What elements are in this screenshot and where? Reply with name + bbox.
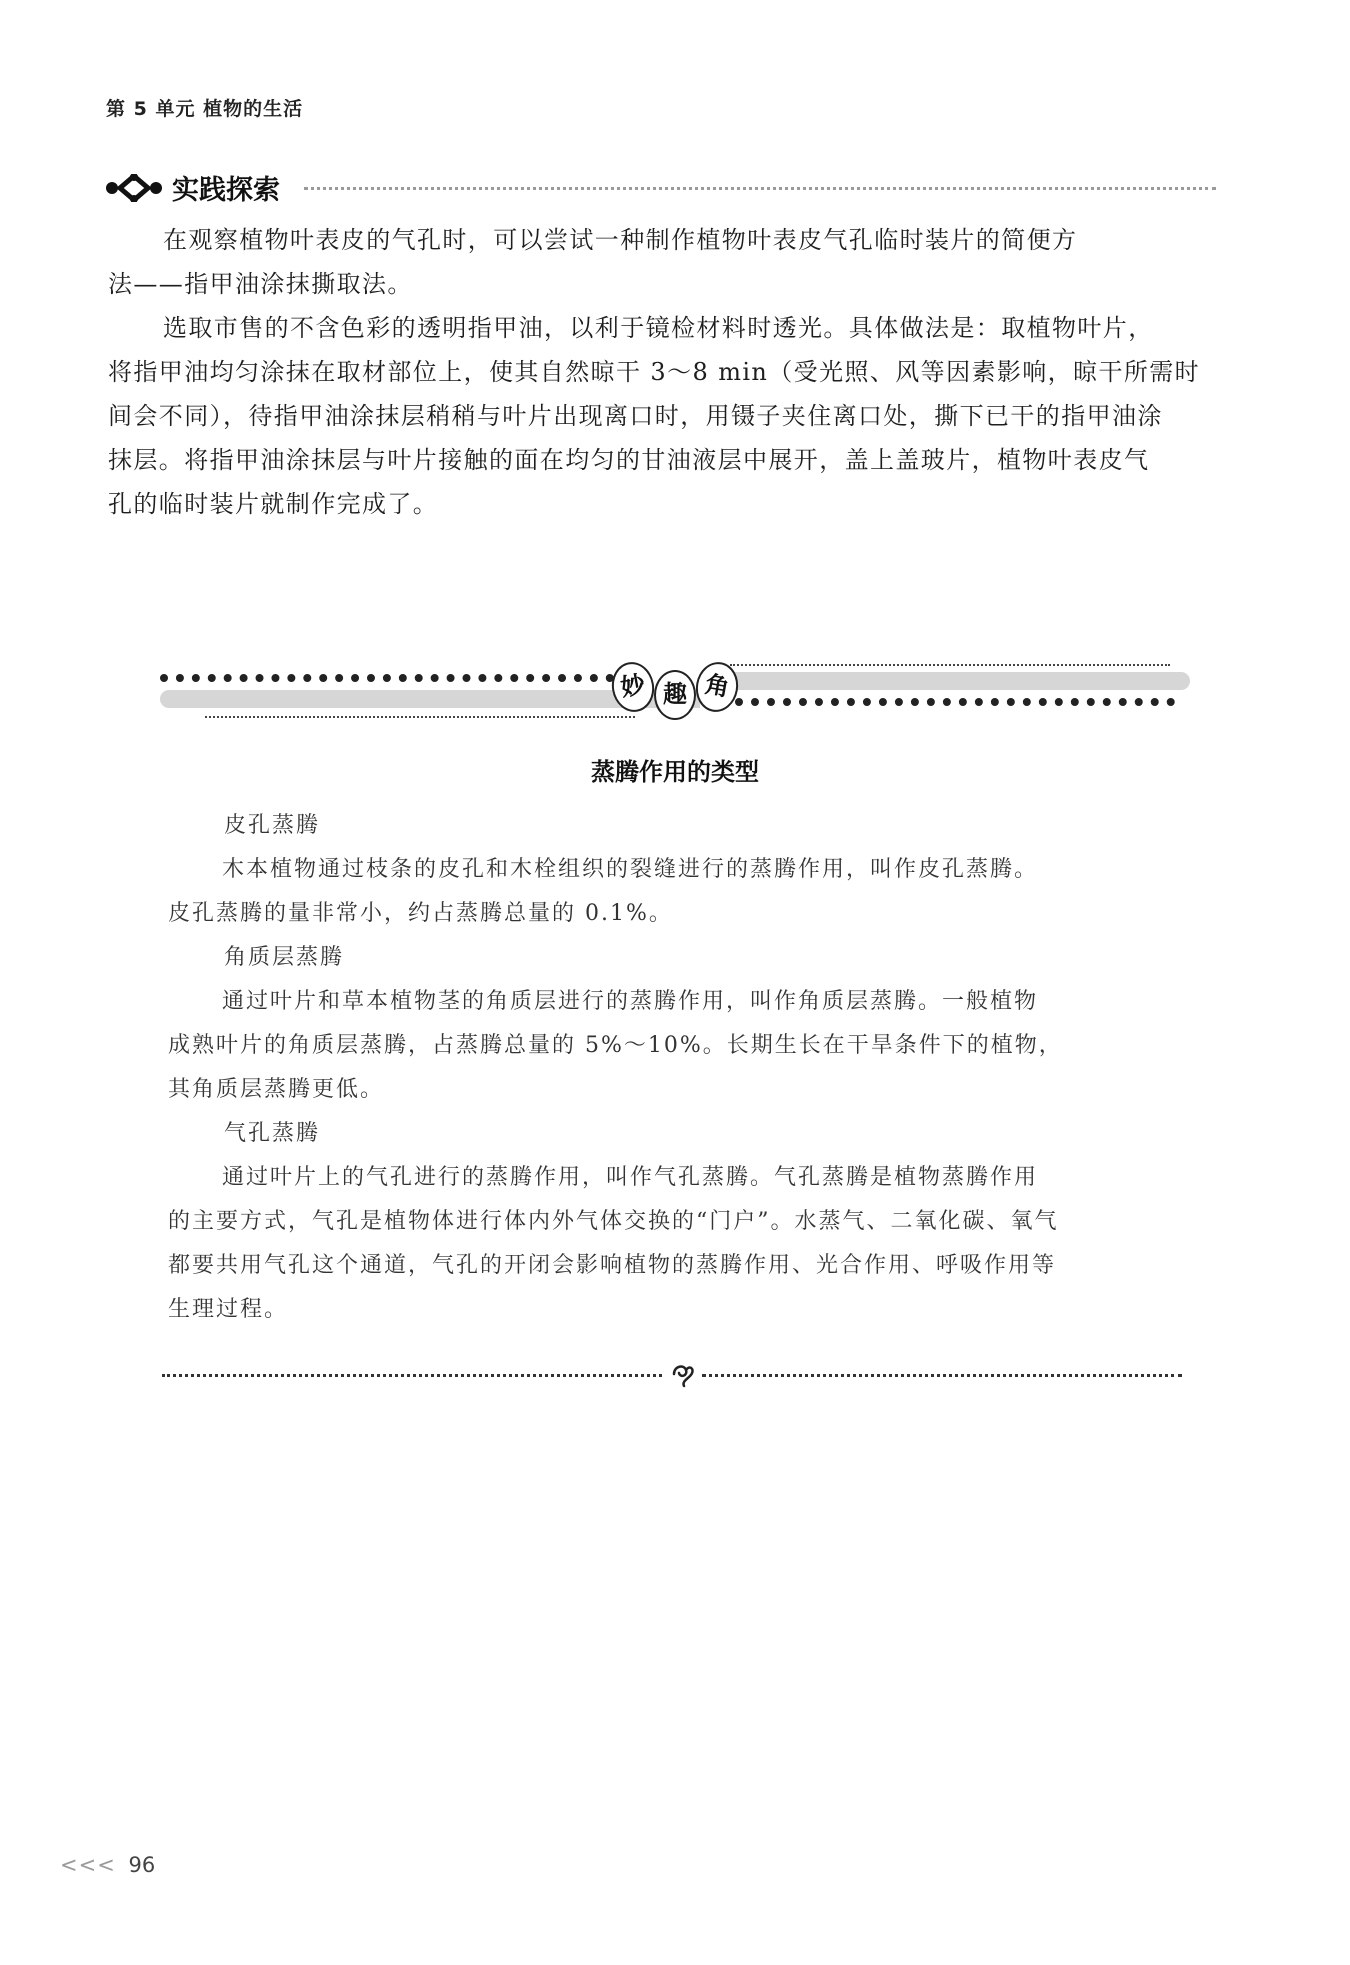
transpiration-section-cuticle bbox=[168, 936, 1176, 1112]
subsection-title: 皮孔蒸腾 bbox=[224, 813, 321, 838]
text-line: 都要共用气孔这个通道，气孔的开闭会影响植物的蒸腾作用、光合作用、呼吸作用等 bbox=[168, 1253, 1057, 1278]
text-line: 间会不同），待指甲油涂抹层稍稍与叶片出现离口时，用镊子夹住离口处，撕下已干的指甲油涂 bbox=[108, 402, 1163, 430]
banner-band-right bbox=[730, 672, 1190, 690]
banner-thin-dots-top bbox=[730, 664, 1170, 666]
badge-char: 妙 bbox=[608, 659, 658, 716]
fun-corner-bottom-rule bbox=[162, 1360, 1182, 1390]
banner-dots-right bbox=[735, 698, 1175, 706]
banner-dots-left bbox=[160, 674, 630, 682]
practice-paragraph-1 bbox=[108, 218, 1226, 306]
text-line: 孔的临时装片就制作完成了。 bbox=[108, 490, 439, 518]
text-line: 的主要方式，气孔是植物体进行体内外气体交换的“门户”。水蒸气、二氧化碳、氧气 bbox=[168, 1209, 1059, 1234]
dotted-rule bbox=[304, 187, 1216, 190]
page-number: 96 bbox=[128, 1853, 156, 1877]
badge-char: 角 bbox=[692, 659, 742, 716]
fun-corner-title: 蒸腾作用的类型 bbox=[591, 758, 759, 786]
text-line: 法——指甲油涂抹撕取法。 bbox=[108, 270, 413, 298]
text-line: 其角质层蒸腾更低。 bbox=[168, 1077, 385, 1102]
text-line: 通过叶片和草本植物茎的角质层进行的蒸腾作用，叫作角质层蒸腾。一般植物 bbox=[222, 989, 1039, 1014]
subsection-title: 角质层蒸腾 bbox=[224, 945, 345, 970]
text-line: 抹层。将指甲油涂抹层与叶片接触的面在均匀的甘油液层中展开，盖上盖玻片，植物叶表皮气 bbox=[108, 446, 1150, 474]
transpiration-section-stomata bbox=[168, 1112, 1176, 1332]
fun-corner-banner bbox=[150, 660, 1200, 720]
unit-header: 第 5 单元 植物的生活 bbox=[106, 98, 304, 120]
curl-ornament-icon bbox=[668, 1358, 698, 1388]
text-line: 通过叶片上的气孔进行的蒸腾作用，叫作气孔蒸腾。气孔蒸腾是植物蒸腾作用 bbox=[222, 1165, 1039, 1190]
banner-thin-dots-bottom bbox=[205, 716, 635, 718]
text-line: 生理过程。 bbox=[168, 1297, 289, 1322]
text-line: 皮孔蒸腾的量非常小，约占蒸腾总量的 0.1%。 bbox=[168, 901, 673, 926]
bottom-dots-right bbox=[702, 1374, 1182, 1377]
text-line: 将指甲油均匀涂抹在取材部位上，使其自然晾干 3～8 min（受光照、风等因素影响，晾干所需时 bbox=[108, 358, 1201, 386]
text-line: 木本植物通过枝条的皮孔和木栓组织的裂缝进行的蒸腾作用，叫作皮孔蒸腾。 bbox=[222, 857, 1039, 882]
text-line: 选取市售的不含色彩的透明指甲油，以利于镜检材料时透光。具体做法是：取植物叶片， bbox=[163, 314, 1154, 342]
bottom-dots-left bbox=[162, 1374, 662, 1377]
badge-char: 趣 bbox=[654, 670, 696, 720]
section-heading bbox=[104, 168, 1216, 208]
diamond-links-icon bbox=[104, 174, 164, 202]
subsection-title: 气孔蒸腾 bbox=[224, 1121, 321, 1146]
text-line: 在观察植物叶表皮的气孔时，可以尝试一种制作植物叶表皮气孔临时装片的简便方 bbox=[163, 226, 1078, 254]
practice-paragraph-2 bbox=[108, 306, 1226, 526]
transpiration-section-lenticel bbox=[168, 804, 1176, 936]
text-line: 成熟叶片的角质层蒸腾，占蒸腾总量的 5%～10%。长期生长在干旱条件下的植物， bbox=[168, 1033, 1063, 1058]
chevrons-left-icon: <<< bbox=[60, 1853, 116, 1877]
section-title: 实践探索 bbox=[172, 175, 280, 206]
page-footer bbox=[60, 1853, 155, 1877]
